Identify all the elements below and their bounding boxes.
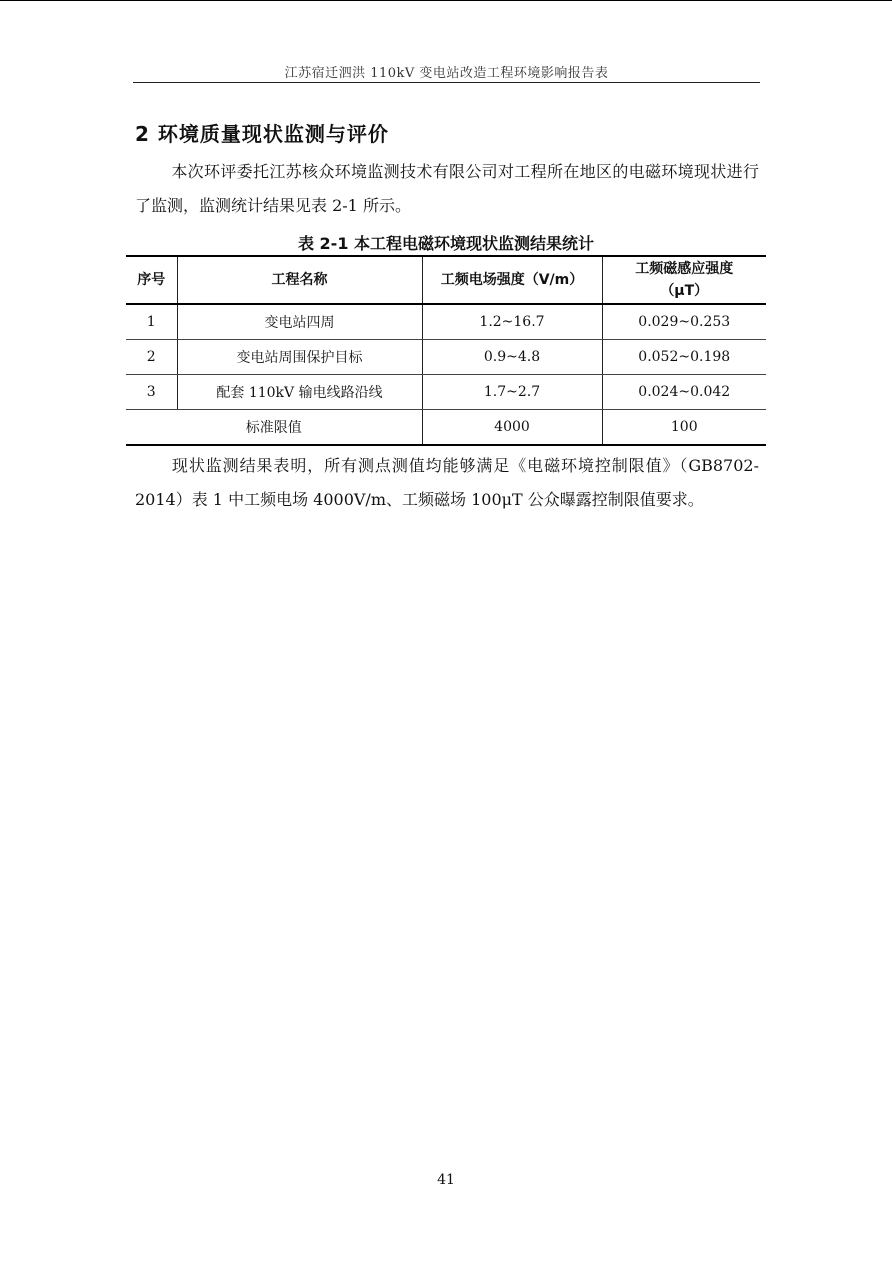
cell-electric: 1.2~16.7 <box>422 304 602 340</box>
cell-magnetic: 0.052~0.198 <box>602 340 766 375</box>
cell-index: 1 <box>126 304 177 340</box>
cell-name: 配套 110kV 输电线路沿线 <box>177 375 422 410</box>
table-header-row <box>126 256 766 304</box>
cell-magnetic: 0.024~0.042 <box>602 375 766 410</box>
limit-row <box>126 410 766 446</box>
section-heading: 2 环境质量现状监测与评价 <box>135 122 389 146</box>
cell-name: 变电站四周 <box>177 304 422 340</box>
header-name: 工程名称 <box>177 256 422 304</box>
conclusion-paragraph-text: 现状监测结果表明，所有测点测值均能够满足《电磁环境控制限值》（GB8702-2014）表 1 中工频电场 4000V/m、工频磁场 100μT 公众曝露控制限值要求。 <box>135 456 759 509</box>
monitoring-results-table <box>126 255 766 446</box>
intro-paragraph <box>135 155 759 223</box>
cell-electric: 1.7~2.7 <box>422 375 602 410</box>
header-magnetic-line2: （μT） <box>660 283 709 299</box>
cell-electric: 0.9~4.8 <box>422 340 602 375</box>
limit-magnetic: 100 <box>602 410 766 446</box>
table-row <box>126 304 766 340</box>
table-caption: 表 2-1 本工程电磁环境现状监测结果统计 <box>297 234 595 253</box>
header-rule <box>133 82 760 83</box>
cell-index: 3 <box>126 375 177 410</box>
header-electric: 工频电场强度（V/m） <box>422 256 602 304</box>
header-index: 序号 <box>126 256 177 304</box>
page-number: 41 <box>437 1172 455 1188</box>
header-magnetic <box>602 256 766 304</box>
limit-electric: 4000 <box>422 410 602 446</box>
limit-label: 标准限值 <box>126 410 422 446</box>
header-magnetic-line1: 工频磁感应强度 <box>635 261 734 277</box>
cell-magnetic: 0.029~0.253 <box>602 304 766 340</box>
page-top-border <box>0 0 892 1</box>
cell-name: 变电站周围保护目标 <box>177 340 422 375</box>
running-header: 江苏宿迁泗洪 110kV 变电站改造工程环境影响报告表 <box>284 66 609 81</box>
conclusion-paragraph <box>135 449 759 517</box>
table-row <box>126 340 766 375</box>
table-row <box>126 375 766 410</box>
cell-index: 2 <box>126 340 177 375</box>
intro-paragraph-text: 本次环评委托江苏核众环境监测技术有限公司对工程所在地区的电磁环境现状进行了监测，监测统计结果见表 2-1 所示。 <box>135 162 759 215</box>
